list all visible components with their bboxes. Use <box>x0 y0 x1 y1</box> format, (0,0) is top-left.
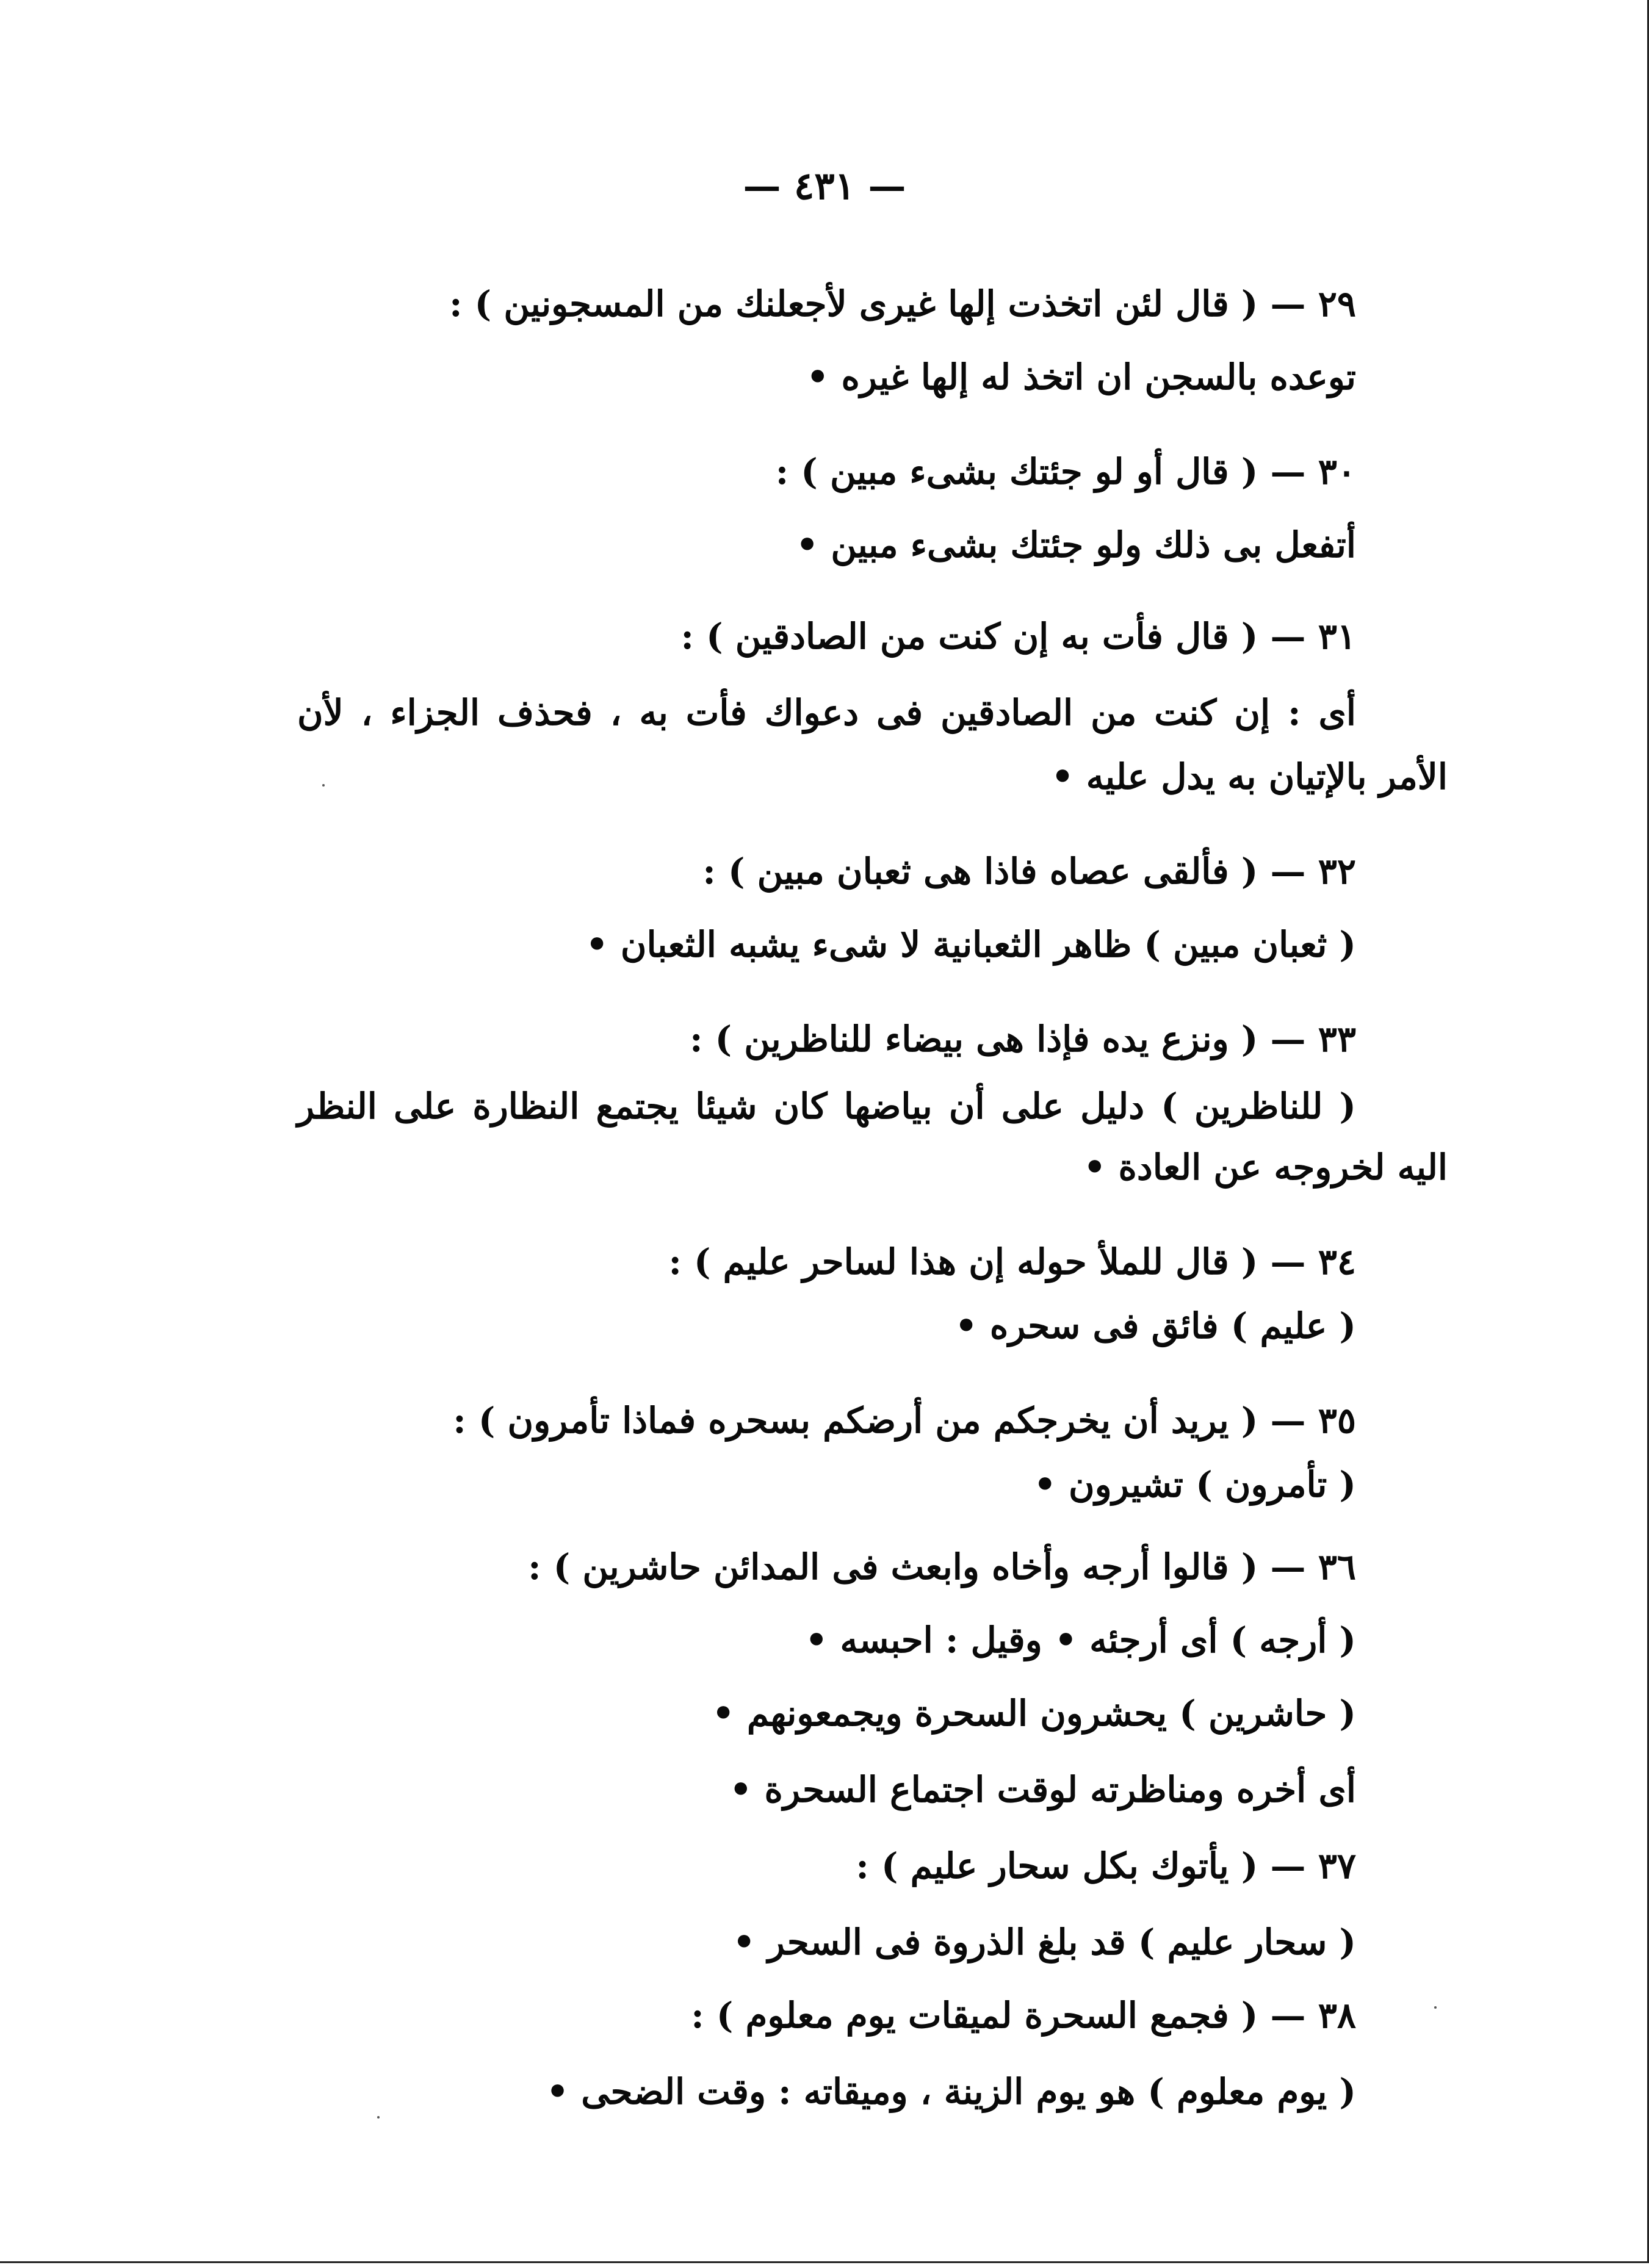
verse-34-heading: ٣٤ — ( قال للملأ حوله إن هذا لساحر عليم ) : <box>668 1241 1356 1283</box>
verse-30-heading: ٣٠ — ( قال أو لو جئتك بشىء مبين ) : <box>775 451 1356 492</box>
verse-32-commentary: ( ثعبان مبين ) ظاهر الثعبانية لا شىء يشبه الثعبان • <box>585 924 1356 965</box>
verse-29-commentary: توعده بالسجن ان اتخذ له إلها غيره • <box>806 356 1356 398</box>
verse-35-heading: ٣٥ — ( يريد أن يخرجكم من أرضكم بسحره فماذا تأمرون ) : <box>453 1400 1356 1441</box>
verse-33-commentary-continued: اليه لخروجه عن العادة • <box>1083 1147 1448 1188</box>
verse-29-heading: ٢٩ — ( قال لئن اتخذت إلها غيرى لأجعلنك من المسجونين ) : <box>449 283 1356 325</box>
verse-33-heading: ٣٣ — ( ونزع يده فإذا هى بيضاء للناظرين ) : <box>690 1018 1356 1060</box>
verse-36-commentary-1: ( أرجه ) أى أرجئه • وقيل : احبسه • <box>805 1619 1356 1661</box>
verse-32-heading: ٣٢ — ( فألقى عصاه فاذا هى ثعبان مبين ) : <box>702 851 1356 892</box>
verse-31-heading: ٣١ — ( قال فأت به إن كنت من الصادقين ) : <box>680 616 1356 657</box>
page-number: — ٤٣١ — <box>743 164 906 208</box>
scan-speck <box>1434 2006 1437 2009</box>
page-edge-bottom <box>0 2261 1649 2263</box>
verse-35-commentary: ( تأمرون ) تشيرون • <box>1033 1464 1356 1505</box>
verse-36-commentary-2: ( حاشرين ) يحشرون السحرة ويجمعونهم • <box>712 1693 1356 1734</box>
verse-38-commentary: ( يوم معلوم ) هو يوم الزينة ، وميقاته : وقت الضحى • <box>546 2071 1356 2112</box>
verse-36-commentary-3: أى أخره ومناظرته لوقت اجتماع السحرة • <box>729 1769 1356 1810</box>
verse-37-heading: ٣٧ — ( يأتوك بكل سحار عليم ) : <box>856 1845 1356 1887</box>
verse-30-commentary: أتفعل بى ذلك ولو جئتك بشىء مبين • <box>796 524 1356 566</box>
scan-speck <box>322 784 325 787</box>
verse-31-commentary: أى : إن كنت من الصادقين فى دعواك فأت به ، فحذف الجزاء ، لأن <box>297 692 1356 733</box>
verse-34-commentary: ( عليم ) فائق فى سحره • <box>954 1305 1356 1347</box>
verse-31-commentary-continued: الأمر بالإتيان به يدل عليه • <box>1051 756 1448 797</box>
verse-36-heading: ٣٦ — ( قالوا أرجه وأخاه وابعث فى المدائن حاشرين ) : <box>528 1546 1356 1588</box>
scan-speck <box>377 2116 380 2119</box>
verse-38-heading: ٣٨ — ( فجمع السحرة لميقات يوم معلوم ) : <box>691 1995 1356 2036</box>
verse-33-commentary: ( للناظرين ) دليل على أن بياضها كان شيئا يجتمع النظارة على النظر <box>297 1085 1356 1127</box>
verse-37-commentary: ( سحار عليم ) قد بلغ الذروة فى السحر • <box>732 1921 1356 1963</box>
